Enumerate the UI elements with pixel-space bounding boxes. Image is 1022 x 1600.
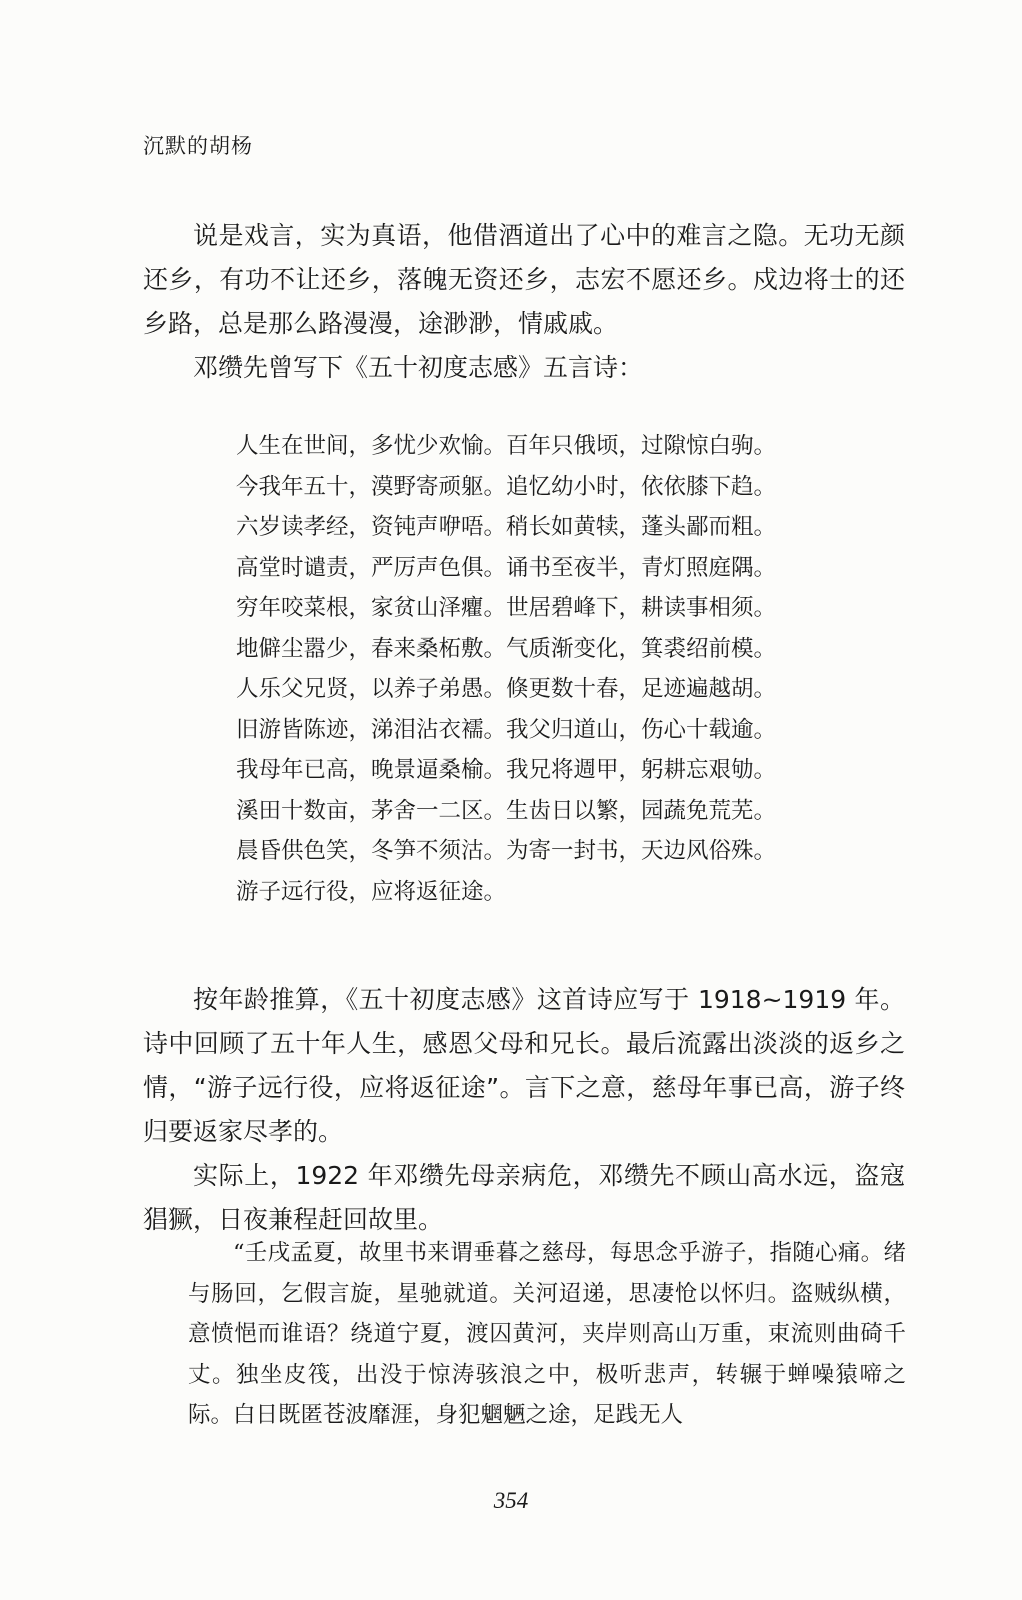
poem-line: 高堂时谴责，严厉声色俱。诵书至夜半，青灯照庭隅。: [236, 554, 777, 581]
opening-text: [143, 214, 905, 390]
running-header: 沉默的胡杨: [143, 134, 253, 158]
paragraph: 邓缵先曾写下《五十初度志感》五言诗：: [193, 353, 644, 382]
poem-line: 今我年五十，漠野寄顽躯。追忆幼小时，依依膝下趋。: [236, 473, 777, 500]
block-quote: [188, 1233, 906, 1436]
poem-line: 游子远行役，应将返征途。: [236, 878, 507, 905]
poem: [236, 426, 776, 912]
poem-line: 人生在世间，多忧少欢愉。百年只俄顷，过隙惊白驹。: [236, 433, 777, 459]
poem-line: 人乐父兄贤，以养子弟愚。倏更数十春，足迹遍越胡。: [236, 676, 777, 702]
poem-line: 旧游皆陈迹，涕泪沾衣襦。我父归道山，伤心十载逾。: [236, 716, 777, 743]
poem-line: 溪田十数亩，茅舍一二区。生齿日以繁，园蔬免荒芜。: [236, 797, 777, 824]
poem-line: 我母年已高，晚景逼桑榆。我兄将週甲，躬耕忘艰劬。: [236, 757, 777, 783]
page-number: 354: [493, 1488, 529, 1513]
commentary-text: [143, 978, 905, 1242]
paragraph: 说是戏言，实为真语，他借酒道出了心中的难言之隐。无功无颜还乡，有功不让还乡，落魄无资还乡，志宏不愿还乡。戍边将士的还乡路，总是那么路漫漫，途渺渺，情戚戚。: [143, 221, 905, 338]
paragraph: 实际上，1922 年邓缵先母亲病危，邓缵先不顾山高水远，盗寇猖獗，日夜兼程赶回故里。: [143, 1161, 905, 1234]
quote-paragraph: “壬戌孟夏，故里书来谓垂暮之慈母，每思念乎游子，指随心痛。绪与肠回，乞假言旋，星驰就道。关河迢递，思凄怆以怀归。盗贼纵横，意愤悒而谁语？绕道宁夏，渡囚黄河，夹岸则高山万重，束流则曲碕千丈。独坐皮筏，出没于惊涛骇浪之中，极听悲声，转辗于蝉噪猿啼之际。白日既匿苍波靡涯，身犯魍魉之途，足践无人: [188, 1240, 906, 1428]
poem-line: 穷年咬菜根，家贫山泽癯。世居碧峰下，耕读事相须。: [236, 595, 777, 621]
paragraph: 按年龄推算，《五十初度志感》这首诗应写于 1918~1919 年。诗中回顾了五十年人生，感恩父母和兄长。最后流露出淡淡的返乡之情，“游子远行役，应将返征途”。言下之意，慈母年事已高，游子终归要返家尽孝的。: [143, 985, 905, 1146]
poem-line: 六岁读孝经，资钝声咿唔。稍长如黄犊，蓬头鄙而粗。: [236, 514, 777, 540]
poem-line: 地僻尘嚣少，春来桑柘敷。气质渐变化，箕裘绍前模。: [236, 635, 777, 662]
poem-line: 晨昏供色笑，冬笋不须沽。为寄一封书，天边风俗殊。: [236, 838, 777, 864]
